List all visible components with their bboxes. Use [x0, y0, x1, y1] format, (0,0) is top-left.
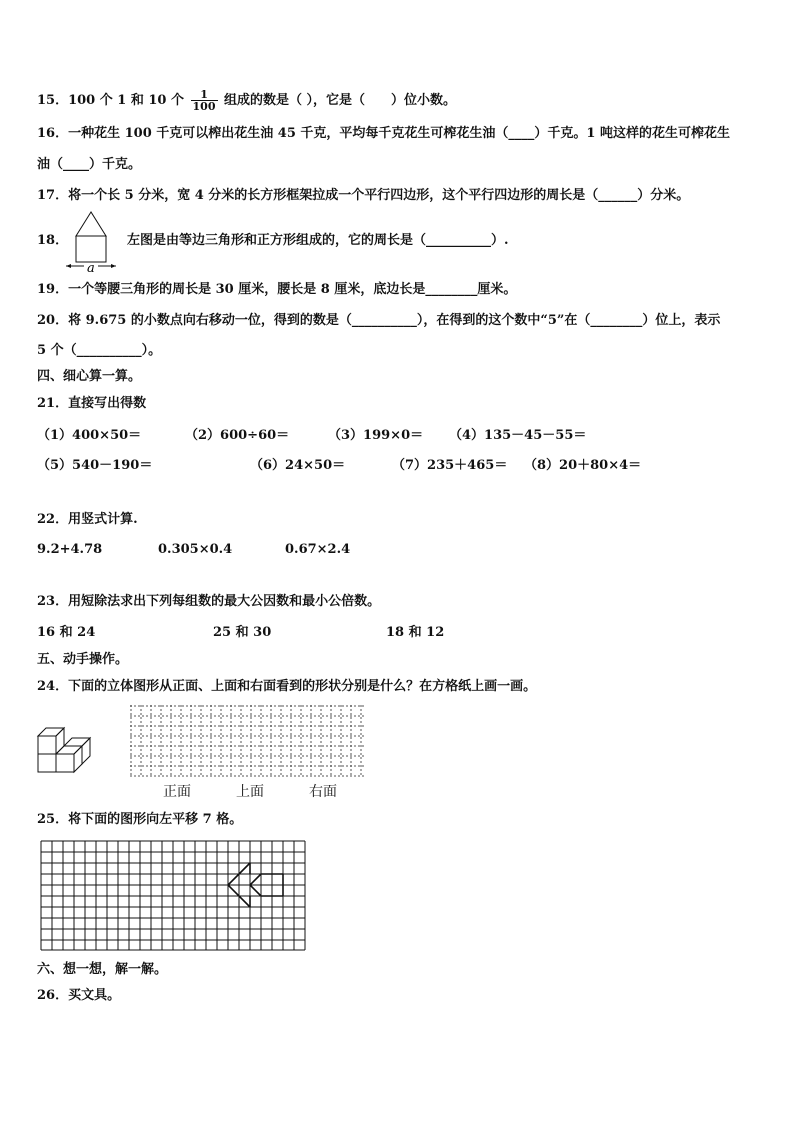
question-17: 17．将一个长 5 分米，宽 4 分米的长方形框架拉成一个平行四边形，这个平行四边形的周长是（______）分米。 [37, 188, 690, 203]
question-23-title: 23．用短除法求出下列每组数的最大公因数和最小公倍数。 [37, 594, 381, 609]
dotted-grid-paper [130, 705, 366, 777]
q15-text-pre: 15．100 个 1 和 10 个 [37, 93, 184, 108]
question-25-title: 25．将下面的图形向左平移 7 格。 [37, 812, 243, 827]
fraction-numerator: 1 [191, 89, 218, 101]
calc-item-8: （8）20＋80×4＝ [524, 458, 642, 473]
calc-item-5: （5）540－190＝ [37, 458, 153, 473]
vertical-calc-1: 9.2+4.78 [37, 542, 103, 557]
question-18-number: 18． [37, 233, 69, 248]
q15-text-post: 组成的数是（ ），它是（ ）位小数。 [224, 93, 457, 108]
question-16-line1: 16．一种花生 100 千克可以榨出花生油 45 千克，平均每千克花生可榨花生油（____）千克。1 吨这样的花生可榨花生 [37, 126, 730, 141]
question-16-line2: 油（____）千克。 [37, 157, 142, 172]
fraction-1-100 [191, 89, 218, 112]
calc-item-7: （7）235＋465＝ [392, 458, 508, 473]
translation-grid [40, 840, 308, 952]
cube-solid-figure [36, 722, 92, 776]
section-4-heading: 四、细心算一算。 [37, 369, 142, 384]
calc-item-6: （6）24×50＝ [250, 458, 346, 473]
vertical-calc-2: 0.305×0.4 [158, 542, 233, 557]
calc-item-3: （3）199×0＝ [328, 428, 424, 443]
section-5-heading: 五、动手操作。 [37, 652, 129, 667]
fraction-denominator: 100 [192, 100, 216, 113]
section-6-heading: 六、想一想，解一解。 [37, 962, 168, 977]
vertical-calc-3: 0.67×2.4 [285, 542, 351, 557]
question-20-line2: 5 个（__________）。 [37, 343, 162, 358]
question-24-title: 24．下面的立体图形从正面、上面和右面看到的形状分别是什么？在方格纸上画一画。 [37, 679, 537, 694]
view-label-top: 上面 [236, 784, 264, 800]
number-pair-1: 16 和 24 [37, 625, 96, 640]
calc-item-4: （4）135－45－55＝ [449, 428, 587, 443]
question-19: 19．一个等腰三角形的周长是 30 厘米，腰长是 8 厘米，底边长是________厘米。 [37, 282, 517, 297]
question-26: 26．买文具。 [37, 988, 121, 1003]
question-18-text: 左图是由等边三角形和正方形组成的，它的周长是（__________）. [127, 233, 509, 248]
question-22-title: 22．用竖式计算. [37, 512, 138, 527]
calc-item-2: （2）600÷60＝ [185, 428, 290, 443]
question-20-line1: 20．将 9.675 的小数点向右移动一位，得到的数是（__________），在得到的这个数中“5”在（________）位上，表示 [37, 313, 721, 328]
triangle-square-figure [62, 208, 124, 276]
question-21-title: 21．直接写出得数 [37, 396, 147, 411]
calc-item-1: （1）400×50＝ [37, 428, 142, 443]
view-label-right: 右面 [309, 784, 337, 800]
view-label-front: 正面 [163, 784, 191, 800]
number-pair-3: 18 和 12 [386, 625, 445, 640]
side-length-label: a [87, 261, 95, 276]
number-pair-2: 25 和 30 [213, 625, 272, 640]
question-15 [37, 89, 456, 112]
